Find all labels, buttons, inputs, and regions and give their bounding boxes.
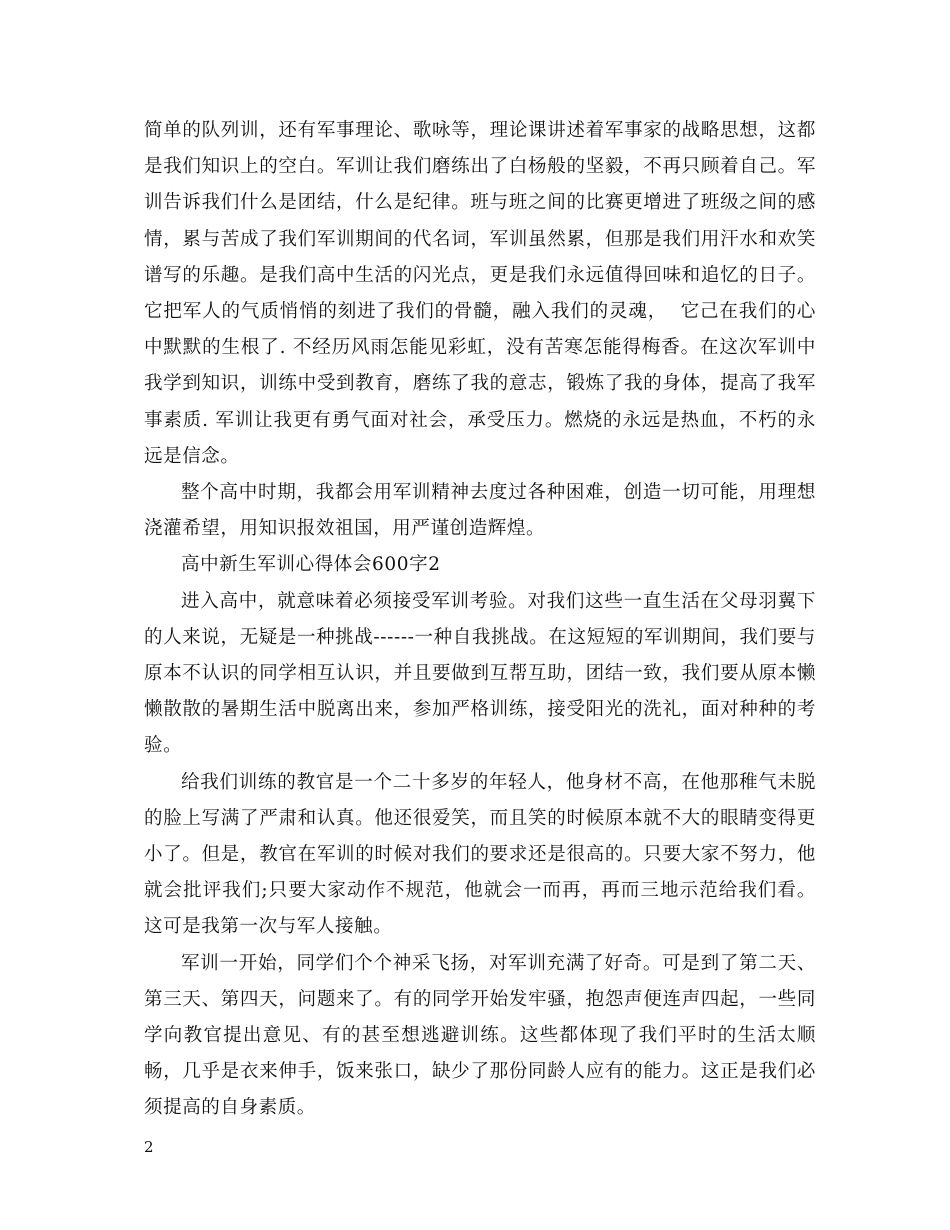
paragraph-4: 给我们训练的教官是一个二十多岁的年轻人，他身材不高，在他那稚气未脱的脸上写满了严肃和认真。他还很爱笑，而且笑的时候原本就不大的眼睛变得更小了。但是，教官在军训的时候对我们的要求还是很高的。只要大家不努力，他就会批评我们;只要大家动作不规范，他就会一而再，再而三地示范给我们看。这可是我第一次与军人接触。	[144, 771, 816, 938]
page-number: 2	[144, 1138, 154, 1156]
section-heading: 高中新生军训心得体会600字2	[181, 554, 441, 576]
paragraph-5: 军训一开始，同学们个个神采飞扬，对军训充满了好奇。可是到了第二天、第三天、第四天，问题来了。有的同学开始发牢骚，抱怨声便连声四起，一些同学向教官提出意见、有的甚至想逃避训练。这些都体现了我们平时的生活太顺畅，几乎是衣来伸手，饭来张口，缺少了那份同龄人应有的能力。这正是我们必须提高的自身素质。	[144, 952, 816, 1119]
paragraph-3: 进入高中，就意味着必须接受军训考验。对我们这些一直生活在父母羽翼下的人来说，无疑是一种挑战------一种自我挑战。在这短短的军训期间，我们要与原本不认识的同学相互认识，并且要做到互帮互助，团结一致，我们要从原本懒懒散散的暑期生活中脱离出来，参加严格训练，接受阳光的洗礼，面对种种的考验。	[144, 590, 816, 757]
paragraph-1: 简单的队列训，还有军事理论、歌咏等，理论课讲述着军事家的战略思想，这都是我们知识上的空白。军训让我们磨练出了白杨般的坚毅，不再只顾着自己。军训告诉我们什么是团结，什么是纪律。班与班之间的比赛更增进了班级之间的感情，累与苦成了我们军训期间的代名词，军训虽然累，但那是我们用汗水和欢笑谱写的乐趣。是我们高中生活的闪光点，更是我们永远值得回味和追忆的日子。它把军人的气质悄悄的刻进了我们的骨髓，融入我们的灵魂， 它己在我们的心中默默的生根了. 不经历风雨怎能见彩虹，没有苦寒怎能得梅香。在这次军训中我学到知识，训练中受到教育，磨练了我的意志，锻炼了我的身体，提高了我军事素质. 军训让我更有勇气面对社会，承受压力。燃烧的永远是热血，不朽的永远是信念。	[144, 120, 816, 467]
document-body	[144, 113, 816, 1127]
paragraph-2: 整个高中时期，我都会用军训精神去度过各种困难，创造一切可能，用理想浇灌希望，用知识报效祖国，用严谨创造辉煌。	[144, 482, 816, 540]
